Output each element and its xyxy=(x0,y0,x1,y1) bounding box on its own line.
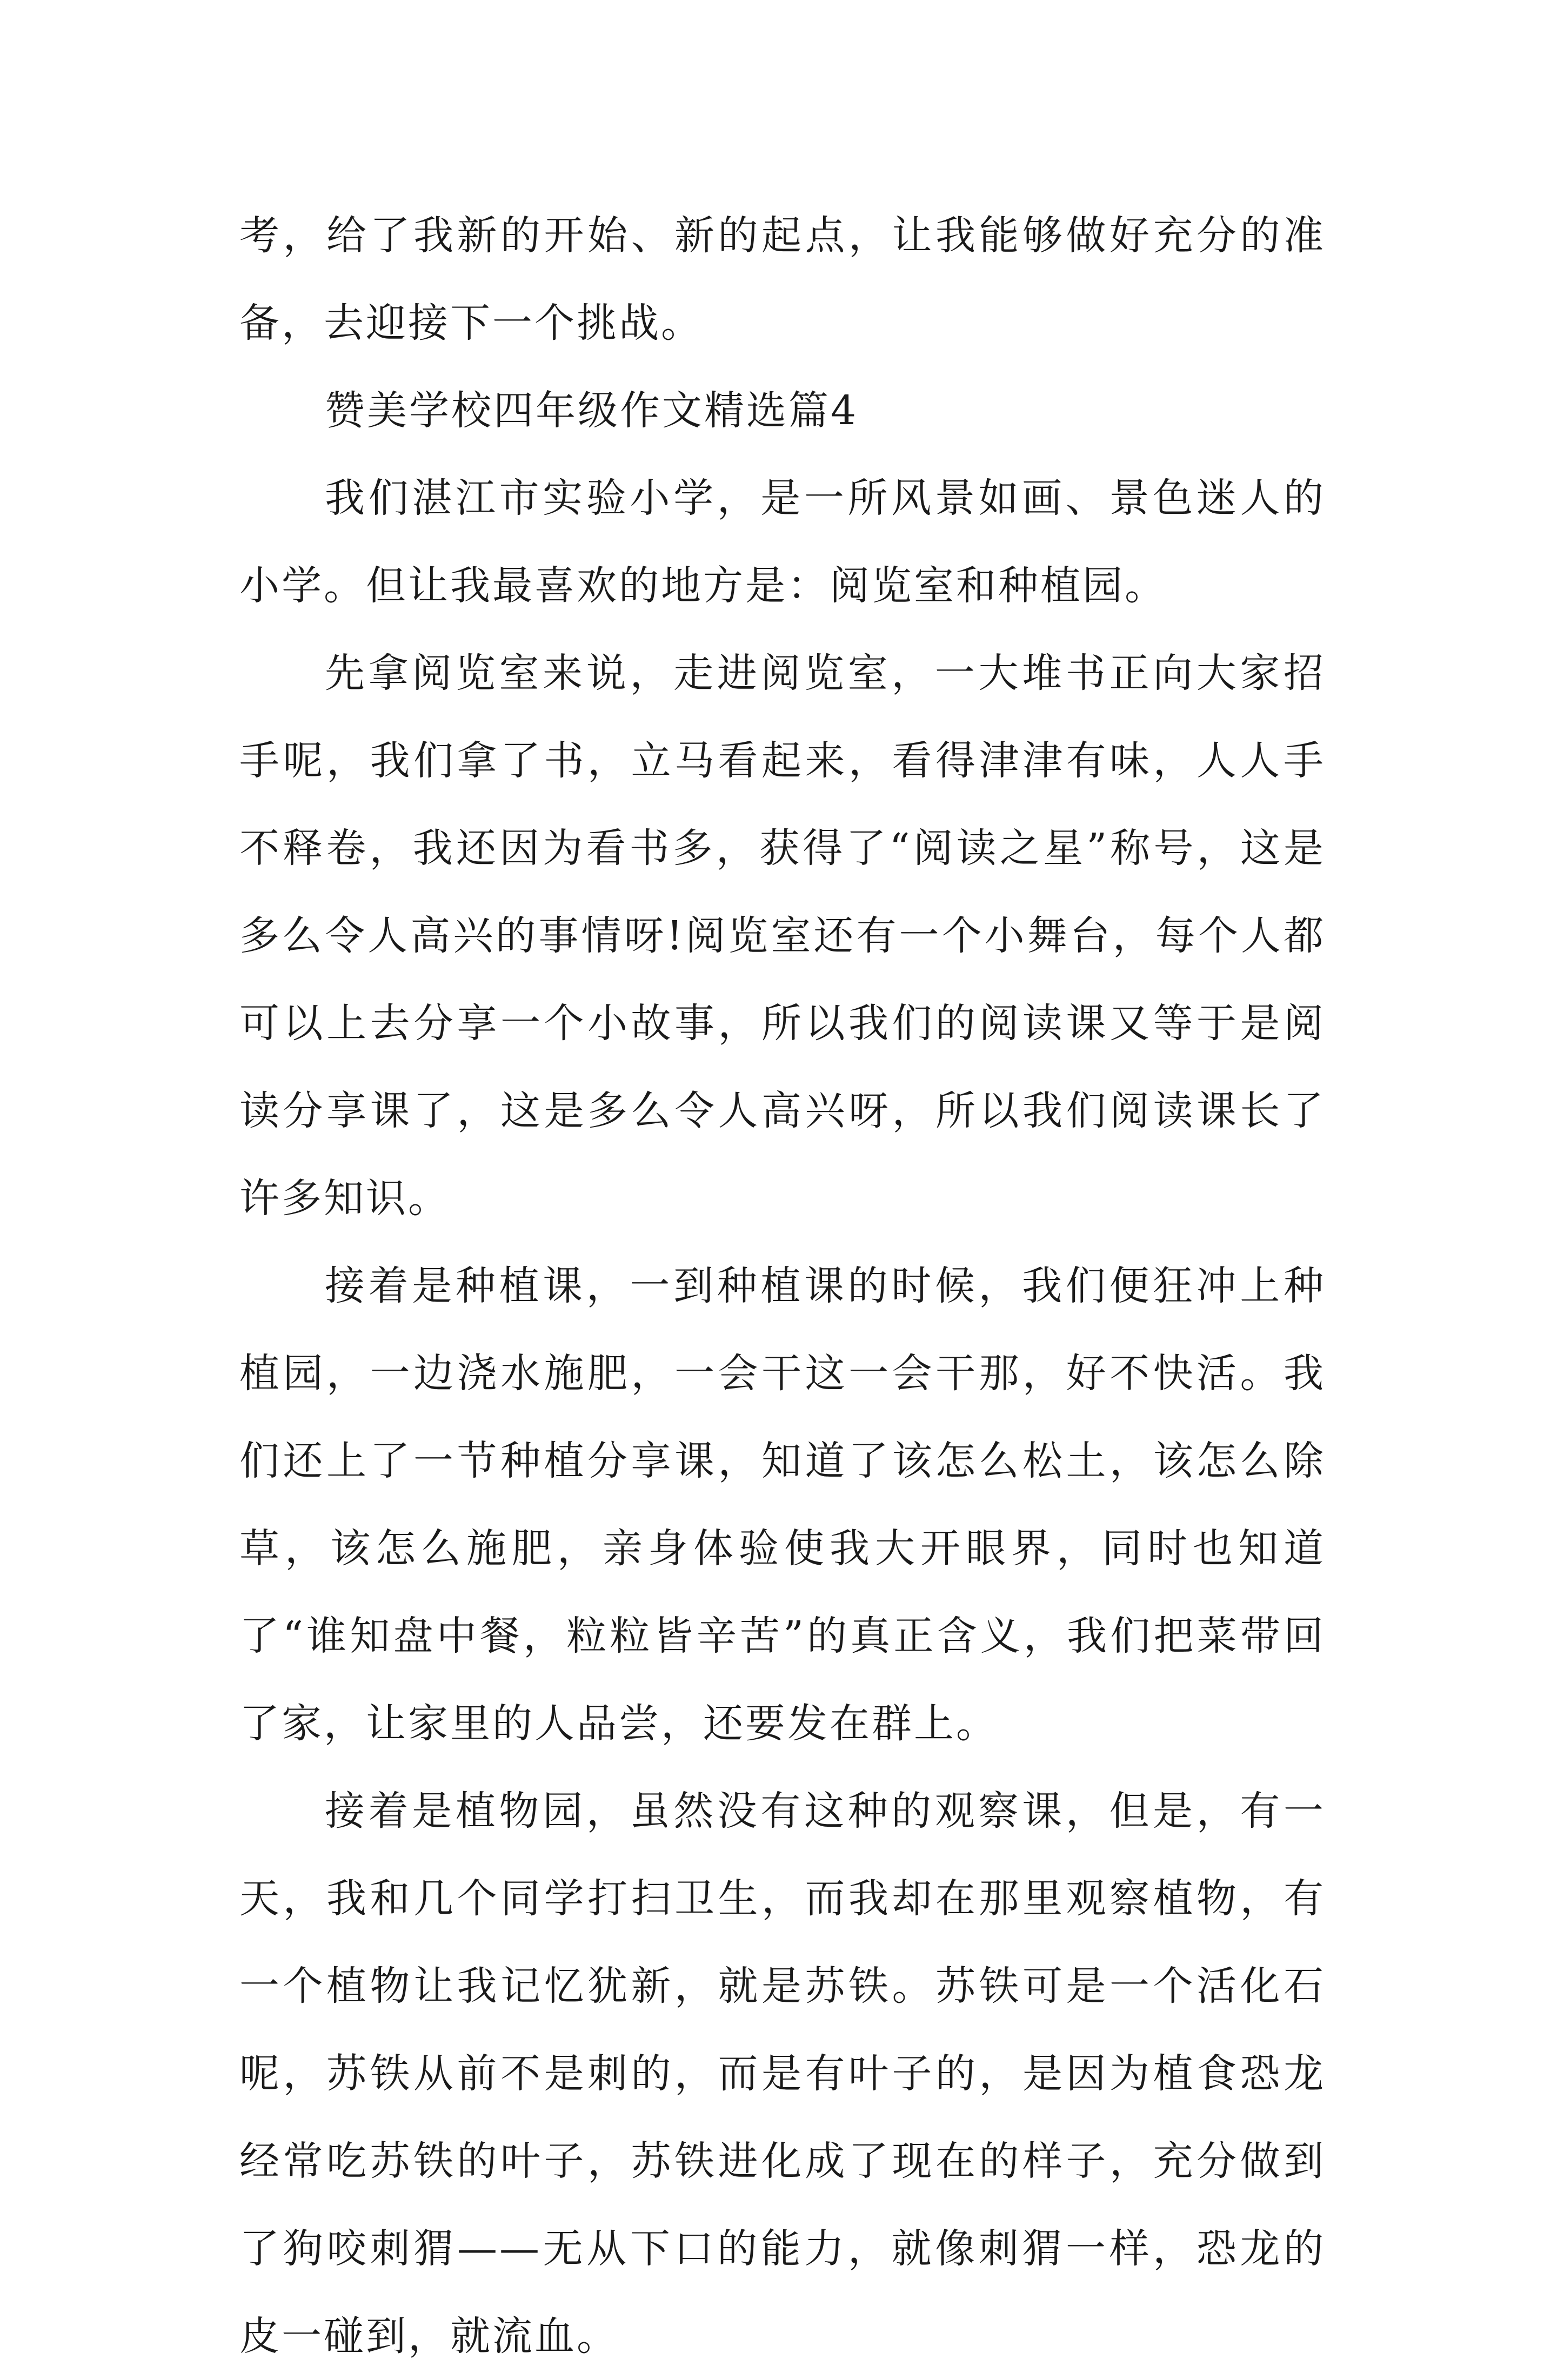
paragraph-intro: 我们湛江市实验小学，是一所风景如画、景色迷人的小学。但让我最喜欢的地方是：阅览室和种植园。 xyxy=(239,475,1326,609)
paragraph-planting-class: 接着是种植课，一到种植课的时候，我们便狂冲上种植园，一边浇水施肥，一会干这一会干那，好不快活。我们还上了一节种植分享课，知道了该怎么松土，该怎么除草，该怎么施肥，亲身体验使我大开眼界，同时也知道了“谁知盘中餐，粒粒皆辛苦”的真正含义，我们把菜带回了家，让家里的人品尝，还要发在群上。 xyxy=(239,1263,1326,1747)
paragraph-botanical-garden: 接着是植物园，虽然没有这种的观察课，但是，有一天，我和几个同学打扫卫生，而我却在那里观察植物，有一个植物让我记忆犹新，就是苏铁。苏铁可是一个活化石呢，苏铁从前不是刺的，而是有叶子的，是因为植食恐龙经常吃苏铁的叶子，苏铁进化成了现在的样子，充分做到了狗咬刺猬——无从下口的能力，就像刺猬一样，恐龙的皮一碰到，就流血。 xyxy=(239,1788,1326,2359)
document-body xyxy=(239,192,1326,2380)
paragraph-continuation: 考，给了我新的开始、新的起点，让我能够做好充分的准备，去迎接下一个挑战。 xyxy=(239,212,1326,346)
paragraph-reading-room: 先拿阅览室来说，走进阅览室，一大堆书正向大家招手呢，我们拿了书，立马看起来，看得津津有味，人人手不释卷，我还因为看书多，获得了“阅读之星”称号，这是多么令人高兴的事情呀!阅览室还有一个小舞台，每个人都可以上去分享一个小故事，所以我们的阅读课又等于是阅读分享课了，这是多么令人高兴呀，所以我们阅读课长了许多知识。 xyxy=(239,650,1326,1222)
section-heading: 赞美学校四年级作文精选篇4 xyxy=(325,387,859,434)
